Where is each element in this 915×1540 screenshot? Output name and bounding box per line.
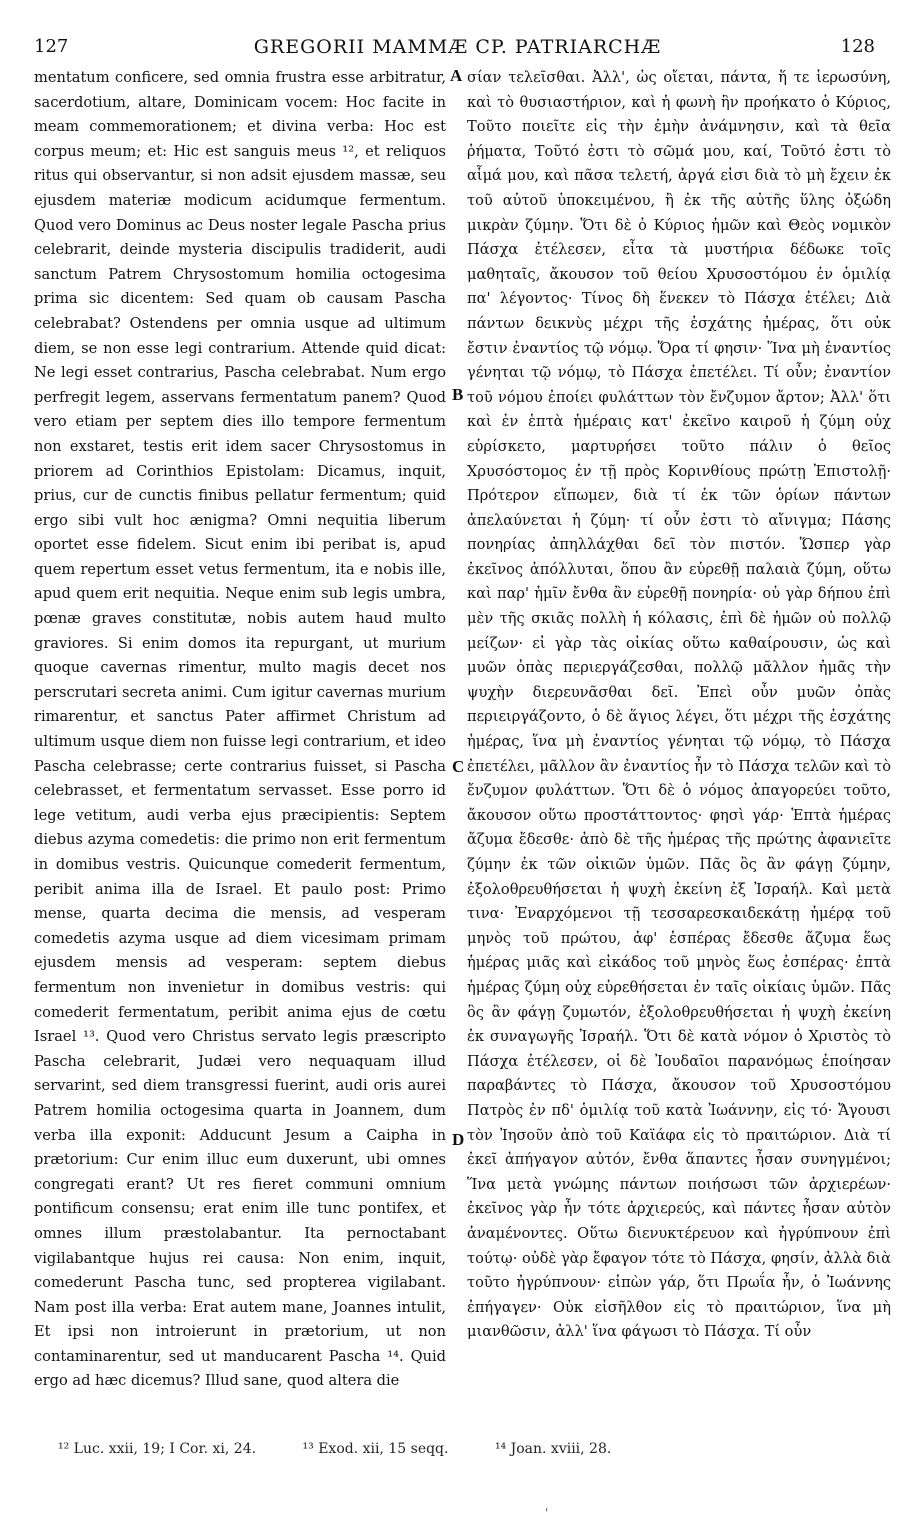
page-number-left: 127 [34, 36, 69, 57]
page-number-right: 128 [840, 36, 875, 57]
greek-column [467, 66, 891, 1345]
greek-text: σίαν τελεῖσθαι. Ἀλλ', ὡς οἴεται, πάντα, ἥ τε ἱερωσύνη, καὶ τὸ θυσιαστήριον, καὶ ἡ φωνὴ ἣν προήκατο ὁ Κύριος, Τοῦτο ποιεῖτε εἰς τὴν ἐμὴν ἀνάμνησιν, καὶ τὰ θεῖα ῥήματα, Τοῦτό ἐστι τὸ σῶμά μου, καί, Τοῦτό ἐστι τὸ αἷμά μου, καὶ πᾶσα τελετή, ἀργά εἰσι διὰ τὸ μὴ ἔχειν ἐκ τοῦ αὐτοῦ ὑποκειμένου, ἢ ἐκ τῆς αὐτῆς ὕλης ὀξώδη μικρὰν ζύμην. Ὅτι δὲ ὁ Κύριος ἡμῶν καὶ Θεὸς νομικὸν Πάσχα ἐτέλεσεν, εἶτα τὰ μυστήρια δέδωκε τοῖς μαθηταῖς, ἄκουσον τοῦ θείου Χρυσοστόμου ἐν ὁμιλίᾳ πα' λέγοντος· Τίνος δὴ ἕνεκεν τὸ Πάσχα ἐτέλει; Διὰ πάντων δεικνὺς μέχρι τῆς ἐσχάτης ἡμέρας, ὅτι οὐκ ἔστιν ἐναντίος τῷ νόμῳ. Ὅρα τί φησιν· Ἵνα μὴ ἐναντίος γένηται τῷ νόμῳ, τὸ Πάσχα ἐπετέλει. Τί οὖν; ἐναντίον τοῦ νόμου ἐποίει φυλάττων τὸν ἔνζυμον ἄρτον; Ἀλλ' ὅτι καὶ ἐν ἑπτὰ ἡμέραις κατ' ἐκεῖνο καιροῦ ἡ ζύμη οὐχ εὑρίσκετο, μαρτυρήσει τοῦτο πάλιν ὁ θεῖος Χρυσόστομος ἐν τῇ πρὸς Κορινθίους πρώτῃ Ἐπιστολῇ· Πρότερον εἴπωμεν, διὰ τί ἐκ τῶν ὁρίων πάντων ἀπελαύνεται ἡ ζύμη· τί οὖν ἐστι τὸ αἴνιγμα; Πάσης πονηρίας ἀπηλλάχθαι δεῖ τὸν πιστόν. Ὥσπερ γὰρ ἐκεῖνος ἀπόλλυται, ὅπου ἂν εὑρεθῇ παλαιὰ ζύμη, οὕτω καὶ παρ' ἡμῖν ἔνθα ἂν εὑρεθῇ πονηρία· οὐ γὰρ δήπου ἐπὶ μὲν τῆς σκιᾶς πολλὴ ἡ κόλασις, ἐπὶ δὲ ἡμῶν οὐ πολλῷ μείζων· εἰ γὰρ τὰς οἰκίας οὕτω καθαίρουσιν, ὡς καὶ μυῶν ὀπὰς περιεργάζεσθαι, πολλῷ μᾶλλον ἡμᾶς τὴν ψυχὴν διερευνᾶσθαι δεῖ. Ἐπεὶ οὖν μυῶν ὀπὰς περιειργάζοντο, ὁ δὲ ἅγιος λέγει, ὅτι μέχρι τῆς ἐσχάτης ἡμέρας, ἵνα μὴ ἐναντίος γένηται τῷ νόμῳ, τὸ Πάσχα ἐπετέλει, μᾶλλον ἂν ἐναντίος ἦν τὸ Πάσχα τελῶν καὶ τὸ ἔνζυμον φυλάττων. Ὅτι δὲ ὁ νόμος ἀπαγορεύει τοῦτο, ἄκουσον οὕτω προστάττοντος· φησὶ γάρ· Ἑπτὰ ἡμέρας ἄζυμα ἔδεσθε· ἀπὸ δὲ τῆς ἡμέρας τῆς πρώτης ἀφανιεῖτε ζύμην ἐκ τῶν οἰκιῶν ὑμῶν. Πᾶς ὃς ἂν φάγῃ ζύμην, ἐξολοθρευθήσεται ἡ ψυχὴ ἐκείνη ἐξ Ἰσραήλ. Καὶ μετὰ τινα· Ἐναρχόμενοι τῇ τεσσαρεσκαιδεκάτῃ ἡμέρᾳ τοῦ μηνὸς τοῦ πρώτου, ἀφ' ἑσπέρας ἔδεσθε ἄζυμα ἕως ἡμέρας μιᾶς καὶ εἰκάδος τοῦ μηνὸς ἕως ἑσπέρας· ἑπτὰ ἡμέρας ζύμη οὐχ εὑρεθήσεται ἐν ταῖς οἰκίαις ὑμῶν. Πᾶς ὃς ἂν φάγῃ ζυμωτόν, ἐξολοθρευθήσεται ἡ ψυχὴ ἐκείνη ἐκ συναγωγῆς Ἰσραήλ. Ὅτι δὲ κατὰ νόμον ὁ Χριστὸς τὸ Πάσχα ἐτέλεσεν, οἱ δὲ Ἰουδαῖοι παρανόμως ἐποίησαν παραβάντες τὸ Πάσχα, ἄκουσον τοῦ Χρυσοστόμου Πατρὸς ἐν πδ' ὁμιλίᾳ τοῦ κατὰ Ἰωάννην, εἰς τό· Ἄγουσι τὸν Ἰησοῦν ἀπὸ τοῦ Καϊάφα εἰς τὸ πραιτώριον. Διὰ τί ἐκεῖ ἀπήγαγον αὐτόν, ἔνθα ἅπαντες ἦσαν συνηγμένοι; Ἵνα μετὰ γνώμης πάντων ποιήσωσι τῶν ἀρχιερέων· ἐκεῖνος γὰρ ἦν τότε ἀρχιερεύς, καὶ πάντες ἦσαν αὐτὸν ἀναμένοντες. Οὕτω διενυκτέρευον καὶ ἠγρύπνουν ἐπὶ τούτῳ· οὐδὲ γὰρ ἔφαγον τότε τὸ Πάσχα, φησίν, ἀλλὰ διὰ τοῦτο ἠγρύπνουν· εἰπὼν γάρ, ὅτι Πρωΐα ἦν, ὁ Ἰωάννης ἐπήγαγεν· Οὐκ εἰσῆλθον εἰς τὸ πραιτώριον, ἵνα μὴ μιανθῶσιν, ἀλλ' ἵνα φάγωσι τὸ Πάσχα. Τί οὖν [467, 69, 891, 1341]
footnotes [58, 1441, 878, 1457]
latin-text: mentatum conficere, sed omnia frustra esse arbitratur, sacerdotium, altare, Dominicam vocem: Hoc facite in meam commemorationem; et divina verba: Hoc est corpus meum; et: Hic est sanguis meus ¹², et reliquos ritus qui observantur, si non adsit ejusdem massæ, seu ejusdem materiæ modicum acidumque fermentum. Quod vero Dominus ac Deus noster legale Pascha prius celebrarit, deinde mysteria discipulis tradiderit, audi sanctum Patrem Chrysostomum homilia octogesima prima sic dicentem: Sed quam ob causam Pascha celebrabat? Ostendens per omnia usque ad ultimum diem, se non esse legi contrarium. Attende quid dicat: Ne legi esset contrarius, Pascha celebrabat. Num ergo perfregit legem, asservans fermentatum panem? Quod vero etiam per septem dies illo tempore fermentum non exstaret, testis erit idem sacer Chrysostomus in priorem ad Corinthios Epistolam: Dicamus, inquit, prius, cur de cunctis finibus pellatur fermentum; quid ergo sibi vult hoc ænigma? Omni nequitia liberum oportet esse fidelem. Sicut enim ibi peribat is, apud quem repertum esset vetus fermentum, ita e nobis ille, apud quem erit nequitia. Neque enim sub legis umbra, pœnæ graves constitutæ, nobis autem haud multo graviores. Si enim domos ita repurgant, ut murium quoque cavernas rimentur, multo magis decet nos perscrutari secreta animi. Cum igitur cavernas murium rimarentur, et sanctus Pater affirmet Christum ad ultimum usque diem non fuisse legi contrarium, et ideo Pascha celebrasse; certe contrarius fuisset, si Pascha celebrasset, et fermentatum servasset. Esse porro id lege vetitum, audi verba ejus præcipientis: Septem diebus azyma comedetis: die primo non erit fermentum in domibus vestris. Quicunque comederit fermentum, peribit anima illa de Israel. Et paulo post: Primo mense, quarta decima die mensis, ad vesperam comedetis azyma usque ad diem vicesimam primam ejusdem mensis ad vesperam: septem diebus fermentum non invenietur in domibus vestris: qui comederit fermentatum, peribit anima ejus de cœtu Israel ¹³. Quod vero Christus servato legis præscripto Pascha celebrarit, Judæi vero nequaquam illud servarint, sed diem transgressi fuerint, audi oris aurei Patrem homilia octogesima quarta in Joannem, dum verba illa exponit: Adducunt Jesum a Caipha in prætorium: Cur enim illuc eum duxerunt, ubi omnes congregati erant? Ut res fieret communi omnium pontificum consensu; erat enim ille tunc pontifex, et omnes illum præstolabantur. Ita pernoctabant vigilabantque hujus rei causa: Non enim, inquit, comederunt Pascha tunc, sed propterea vigilabant. Nam post illa verba: Erat autem mane, Joannes intulit, Et ipsi non introierunt in prætorium, ut non contaminarentur, sed ut manducarent Pascha ¹⁴. Quid ergo ad hæc dicemus? Illud sane, quod altera die [34, 69, 446, 1390]
section-marker-a: A [450, 66, 463, 85]
latin-column [34, 66, 446, 1394]
footnote-12: ¹² Luc. xxii, 19; I Cor. xi, 24. [58, 1441, 257, 1457]
footnote-14: ¹⁴ Joan. xviii, 28. [494, 1441, 612, 1457]
section-marker-b: B [452, 385, 464, 404]
running-header [30, 36, 885, 62]
section-marker-c: C [452, 757, 465, 776]
stray-mark: ' [545, 1506, 549, 1520]
running-title: GREGORII MAMMÆ CP. PATRIARCHÆ [253, 36, 662, 58]
footnote-13: ¹³ Exod. xii, 15 seqq. [302, 1441, 449, 1457]
section-marker-d: D [452, 1130, 465, 1149]
